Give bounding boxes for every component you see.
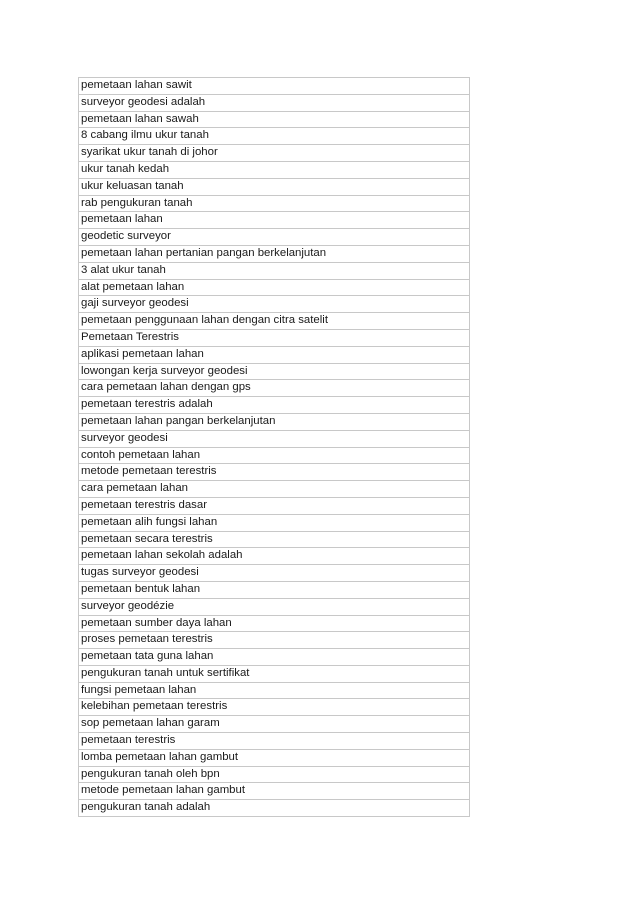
table-row: [79, 598, 470, 615]
table-row: [79, 128, 470, 145]
table-row: [79, 229, 470, 246]
table-row: [79, 733, 470, 750]
keyword-cell: pemetaan secara terestris: [79, 531, 470, 548]
table-row: [79, 145, 470, 162]
keyword-cell: Pemetaan Terestris: [79, 329, 470, 346]
table-row: [79, 665, 470, 682]
table-row: [79, 481, 470, 498]
table-row: [79, 497, 470, 514]
table-row: [79, 94, 470, 111]
keyword-cell: metode pemetaan lahan gambut: [79, 783, 470, 800]
table-row: [79, 447, 470, 464]
keyword-table: [78, 77, 470, 817]
keyword-cell: pemetaan bentuk lahan: [79, 581, 470, 598]
table-row: [79, 279, 470, 296]
table-row: [79, 161, 470, 178]
table-row: [79, 531, 470, 548]
keyword-cell: pemetaan terestris: [79, 733, 470, 750]
table-row: [79, 212, 470, 229]
keyword-cell: contoh pemetaan lahan: [79, 447, 470, 464]
keyword-cell: sop pemetaan lahan garam: [79, 716, 470, 733]
keyword-cell: surveyor geodesi: [79, 430, 470, 447]
table-row: [79, 649, 470, 666]
keyword-cell: pemetaan lahan: [79, 212, 470, 229]
keyword-cell: ukur tanah kedah: [79, 161, 470, 178]
table-row: [79, 548, 470, 565]
table-row: [79, 565, 470, 582]
keyword-cell: pemetaan sumber daya lahan: [79, 615, 470, 632]
keyword-cell: alat pemetaan lahan: [79, 279, 470, 296]
keyword-cell: surveyor geodézie: [79, 598, 470, 615]
keyword-cell: pemetaan lahan pertanian pangan berkelanjutan: [79, 245, 470, 262]
keyword-cell: metode pemetaan terestris: [79, 464, 470, 481]
table-row: [79, 178, 470, 195]
table-row: [79, 296, 470, 313]
keyword-table-body: [79, 78, 470, 817]
keyword-cell: pengukuran tanah untuk sertifikat: [79, 665, 470, 682]
keyword-cell: pemetaan alih fungsi lahan: [79, 514, 470, 531]
keyword-cell: lomba pemetaan lahan gambut: [79, 749, 470, 766]
table-row: [79, 363, 470, 380]
keyword-cell: aplikasi pemetaan lahan: [79, 346, 470, 363]
keyword-cell: 8 cabang ilmu ukur tanah: [79, 128, 470, 145]
table-row: [79, 262, 470, 279]
table-row: [79, 514, 470, 531]
table-row: [79, 111, 470, 128]
table-row: [79, 581, 470, 598]
table-row: [79, 78, 470, 95]
keyword-cell: pemetaan terestris dasar: [79, 497, 470, 514]
keyword-cell: cara pemetaan lahan: [79, 481, 470, 498]
keyword-cell: lowongan kerja surveyor geodesi: [79, 363, 470, 380]
keyword-cell: pemetaan lahan sekolah adalah: [79, 548, 470, 565]
table-row: [79, 329, 470, 346]
table-row: [79, 766, 470, 783]
table-row: [79, 380, 470, 397]
table-row: [79, 245, 470, 262]
table-row: [79, 346, 470, 363]
keyword-cell: pengukuran tanah oleh bpn: [79, 766, 470, 783]
keyword-cell: pemetaan lahan sawah: [79, 111, 470, 128]
keyword-cell: syarikat ukur tanah di johor: [79, 145, 470, 162]
table-row: [79, 615, 470, 632]
keyword-cell: 3 alat ukur tanah: [79, 262, 470, 279]
table-row: [79, 699, 470, 716]
table-row: [79, 800, 470, 817]
keyword-cell: proses pemetaan terestris: [79, 632, 470, 649]
keyword-cell: ukur keluasan tanah: [79, 178, 470, 195]
keyword-cell: pemetaan terestris adalah: [79, 397, 470, 414]
keyword-cell: pemetaan lahan sawit: [79, 78, 470, 95]
table-row: [79, 430, 470, 447]
keyword-cell: geodetic surveyor: [79, 229, 470, 246]
keyword-cell: fungsi pemetaan lahan: [79, 682, 470, 699]
table-row: [79, 749, 470, 766]
table-row: [79, 682, 470, 699]
keyword-cell: pemetaan penggunaan lahan dengan citra satelit: [79, 313, 470, 330]
table-row: [79, 716, 470, 733]
table-row: [79, 413, 470, 430]
keyword-cell: surveyor geodesi adalah: [79, 94, 470, 111]
table-row: [79, 195, 470, 212]
keyword-cell: pemetaan tata guna lahan: [79, 649, 470, 666]
table-row: [79, 783, 470, 800]
table-row: [79, 464, 470, 481]
table-row: [79, 313, 470, 330]
keyword-cell: tugas surveyor geodesi: [79, 565, 470, 582]
keyword-cell: kelebihan pemetaan terestris: [79, 699, 470, 716]
table-row: [79, 397, 470, 414]
keyword-cell: gaji surveyor geodesi: [79, 296, 470, 313]
table-row: [79, 632, 470, 649]
keyword-cell: pemetaan lahan pangan berkelanjutan: [79, 413, 470, 430]
keyword-cell: rab pengukuran tanah: [79, 195, 470, 212]
keyword-cell: cara pemetaan lahan dengan gps: [79, 380, 470, 397]
keyword-cell: pengukuran tanah adalah: [79, 800, 470, 817]
